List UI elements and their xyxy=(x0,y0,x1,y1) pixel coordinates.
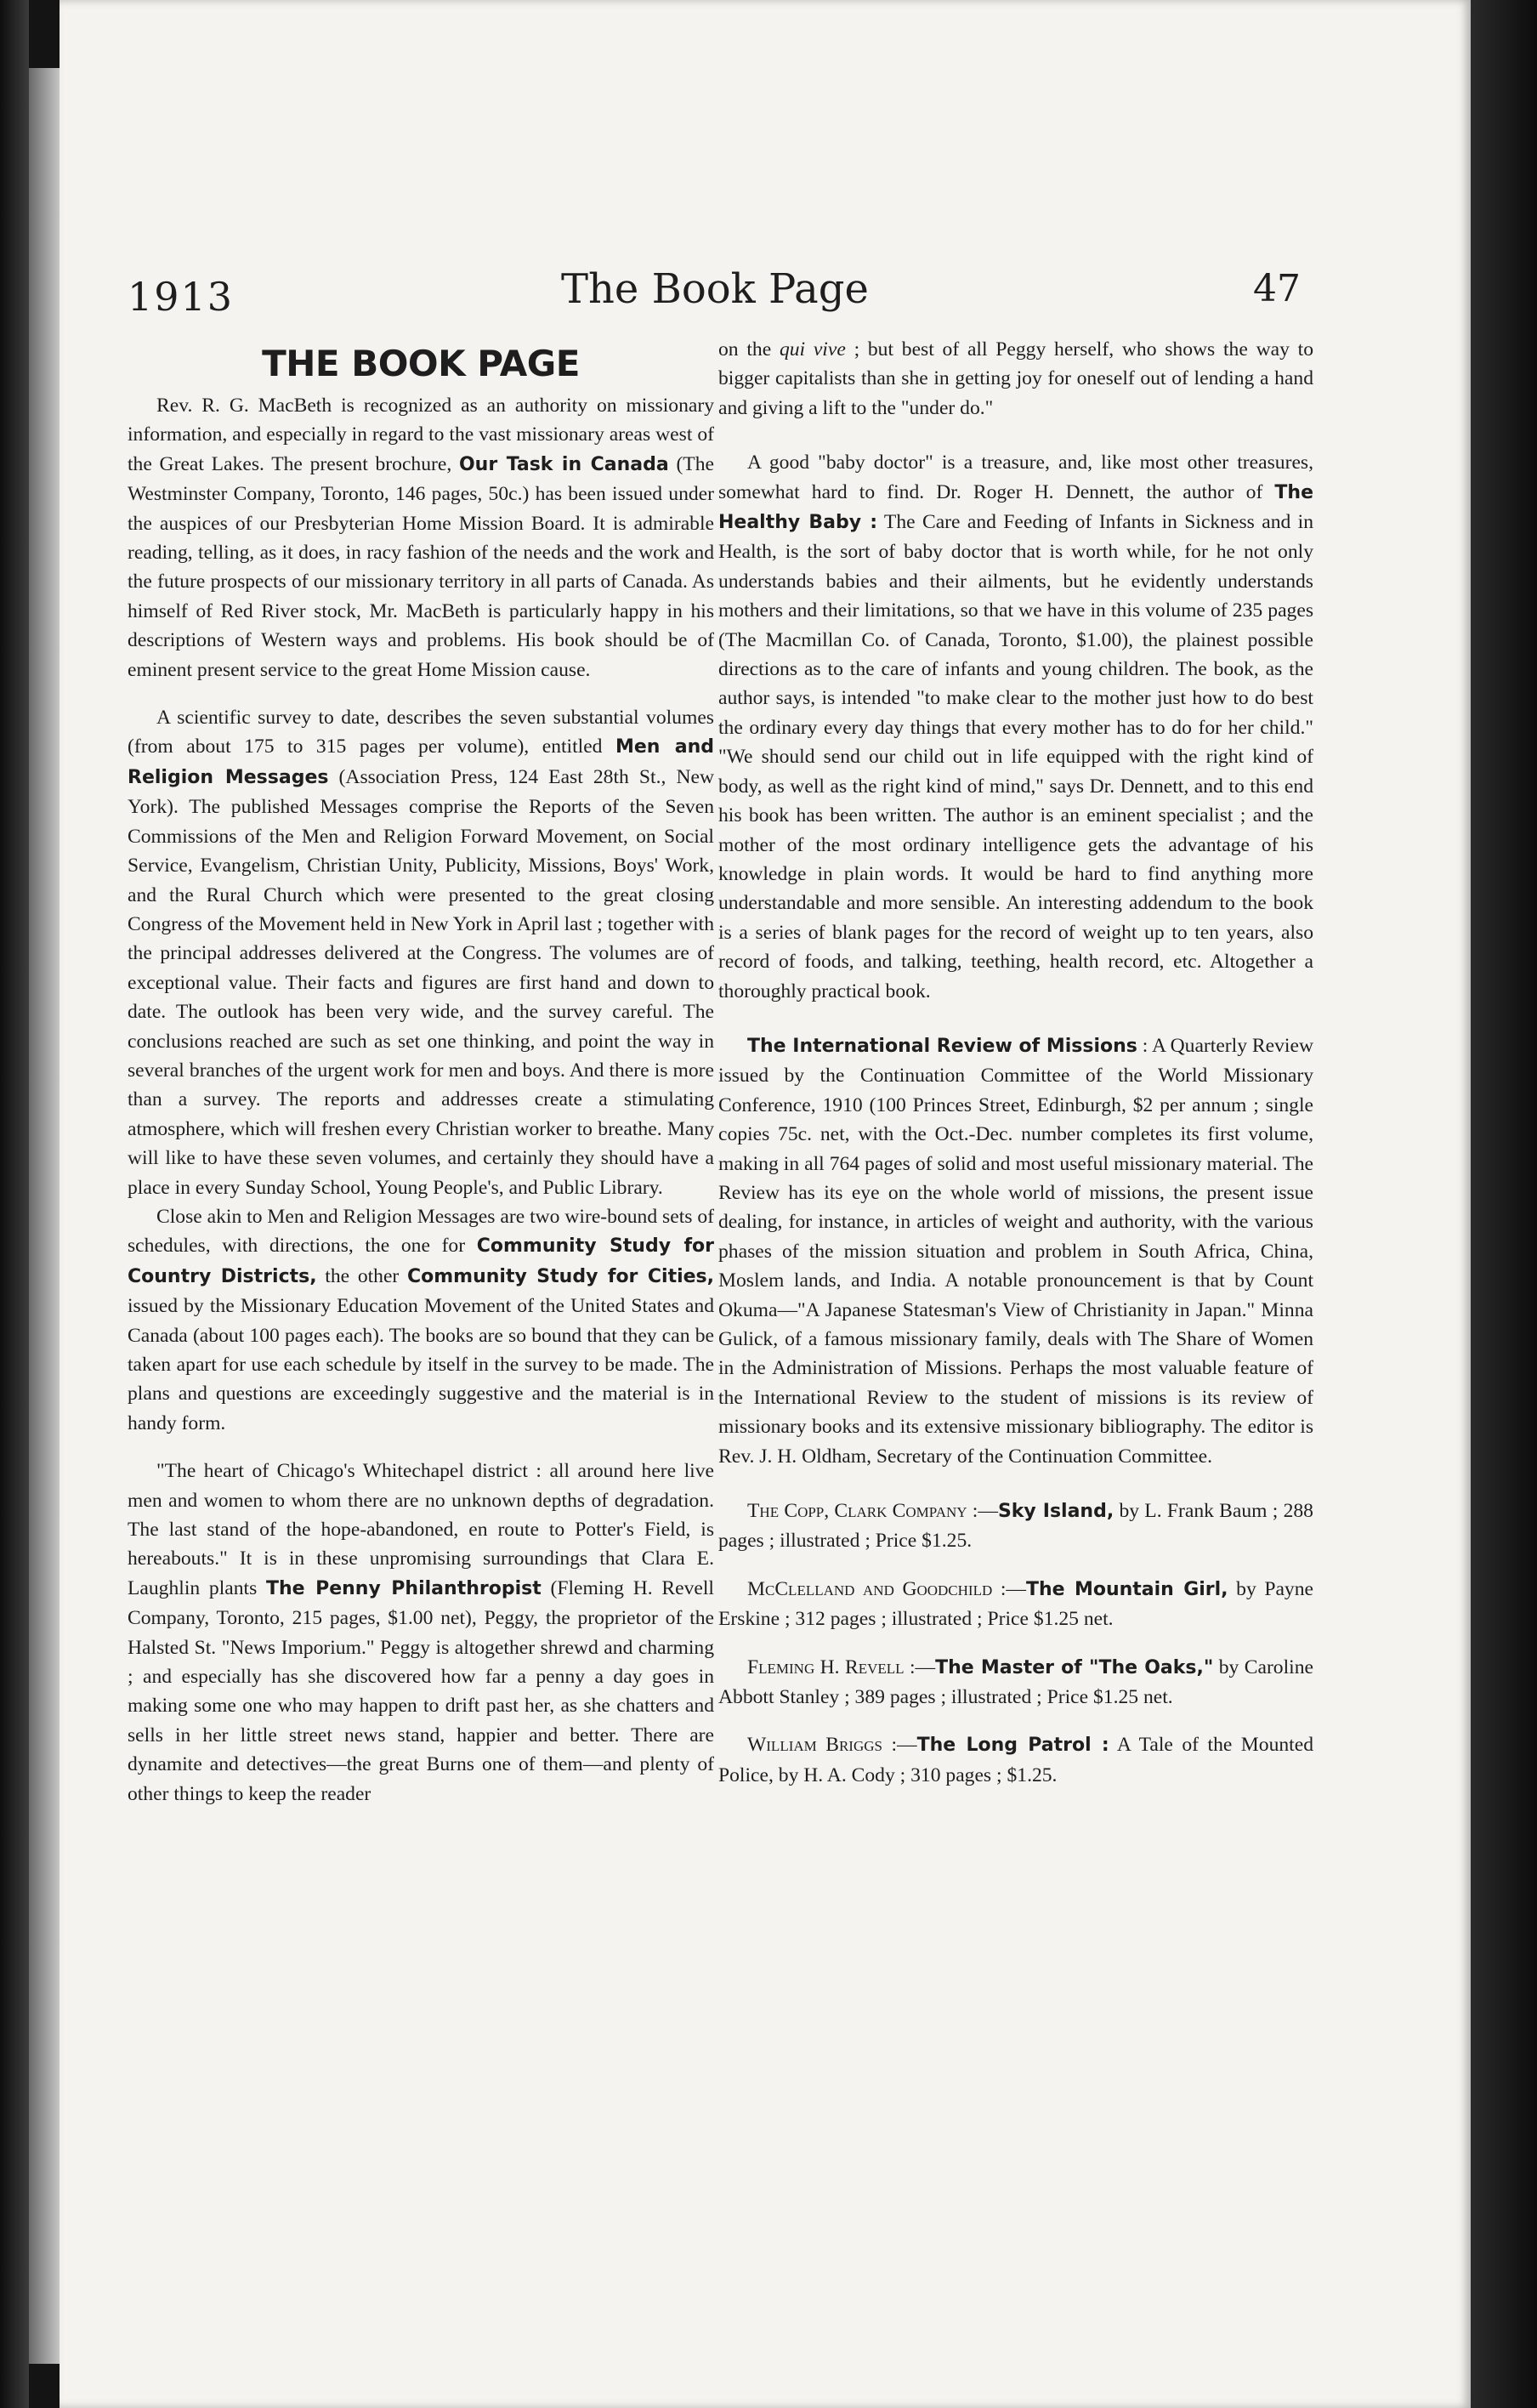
text-run: Close akin to Men and Religion Messages are two wire-bound sets of schedules, with directions, the one for xyxy=(128,1205,714,1258)
text-run: A Tale of the Mounted Police, by H. A. Cody ; 310 pages ; $1.25. xyxy=(718,1734,1314,1786)
text-run: Rev. R. G. MacBeth is recognized as an authority on missionary information, and especially in regard to the vast missionary areas west of the Great Lakes. The present brochure, xyxy=(128,395,714,475)
book-title: Men and Religion Messages xyxy=(128,736,714,788)
review-penny-philanthropist xyxy=(128,1457,714,1809)
text-run: by Caroline Abbott Stanley ; 389 pages ; illustrated ; Price $1.25 net. xyxy=(718,1656,1313,1709)
scan-left-edge xyxy=(0,0,29,2408)
text-run: by Payne Erskine ; 312 pages ; illustrated ; Price $1.25 net. xyxy=(718,1577,1313,1631)
book-title: The Penny Philanthropist xyxy=(266,1577,542,1599)
book-title: The Master of "The Oaks," xyxy=(935,1656,1214,1678)
text-run: (The Westminster Company, Toronto, 146 pages, 50c.) has been issued under the auspices of our Presbyterian Home Mission Board. It is admirable reading, telling, as it does, in racy fashion of the needs and the work and the future prospects of our missionary territory in all parts of Canada. As himself of Red River stock, Mr. MacBeth is particularly happy in his descriptions of Western ways and problems. His book should be of eminent present service to the great Home Mission cause. xyxy=(128,452,714,681)
book-title: Community Study for Country Districts, xyxy=(128,1235,714,1287)
listing-item xyxy=(718,1575,1313,1634)
listing-item xyxy=(718,1496,1313,1556)
text-run: the other xyxy=(316,1264,407,1287)
scan-right-edge xyxy=(1471,0,1537,2408)
book-title: Sky Island, xyxy=(997,1501,1114,1523)
review-men-and-religion-messages xyxy=(128,703,714,1202)
text-run: A scientific survey to date, describes the seven substantial volumes (from about 175 to 315 pages per volume), entitled xyxy=(128,707,714,758)
section-heading: THE BOOK PAGE xyxy=(262,343,580,384)
book-title: Community Study for Cities, xyxy=(407,1265,714,1287)
publisher: McClelland and Goodchild :— xyxy=(747,1577,1026,1600)
new-books-list xyxy=(718,1496,1313,1790)
text-run: "The heart of Chicago's Whitechapel district : all around here live men and women to whom there are no unknown depths of degradation. The last stand of the hope-abandoned, en route to Potter's Field, is hereabouts." It is in these unpromising surroundings that Clara E. Laughlin plants xyxy=(128,1460,714,1599)
text-run: issued by the Missionary Education Movement of the United States and Canada (about 100 pages each). The books are so bound that they can be taken apart for use each schedule by itself in the survey to be made. The plans and questions are exceedingly suggestive and the material is in handy form. xyxy=(128,1295,714,1434)
text-run: (Association Press, 124 East 28th St., New York). The published Messages comprise the Reports of the Seven Commissions of the Men and Religion Forward Movement, on Social Service, Evangelism, Christian Unity, Publicity, Missions, Boys' Work, and the Rural Church which were presented to the great closing Congress of the Movement held in New York in April last ; together with the principal addresses delivered at the Congress. The volumes are of exceptional value. Their facts and figures are first hand and down to date. The outlook has been very wide, and the survey careful. The conclusions reached are such as set one thinking, and point the way in several branches of the urgent work for men and boys. And there is more than a survey. The reports and addresses create a stimulating atmosphere, which will freshen every Christian worker to breathe. Many will like to have these seven volumes, and certainly they should have a place in every Sunday School, Young People's, and Public Library. xyxy=(128,765,714,1199)
page-number: 47 xyxy=(1253,267,1301,310)
text-run: : A Quarterly Review issued by the Continuation Committee of the World Missionary Conference, 1910 (100 Princes Street, Edinburgh, $2 per annum ; single copies 75c. net, with the Oct.-Dec. number completes its first volume, making in all 764 pages of solid and most useful missionary material. The Review has its eye on the whole world of missions, the present issue dealing, for instance, in articles of weight and authority, with the various phases of the mission situation and problem in South Africa, China, Moslem lands, and India. A notable pronouncement is that by Count Okuma—"A Japanese Statesman's View of Christianity in Japan." Minna Gulick, of a famous missionary family, deals with The Share of Women in the Administration of Missions. Perhaps the most valuable feature of the International Review to the student of missions is its review of missionary books and its extensive missionary bibliography. The editor is Rev. J. H. Oldham, Secretary of the Continuation Committee. xyxy=(718,1034,1313,1468)
review-international-review-of-missions xyxy=(718,1031,1313,1471)
book-title: The Long Patrol : xyxy=(916,1735,1109,1757)
text-run: (Fleming H. Revell Company, Toronto, 215 pages, $1.00 net), Peggy, the proprietor of the Halsted St. "News Imporium." Peggy is altogether shrewd and charming ; and especially has she discovered how far a penny a day goes in making some one who may happen to drift past her, as she chatters and sells in her little street news stand, happier and better. There are dynamite and detectives—the great Burns one of them—and plenty of other things to keep the reader xyxy=(128,1576,714,1805)
right-column xyxy=(718,335,1313,1790)
running-head-year: 1913 xyxy=(128,274,235,320)
book-title: Our Task in Canada xyxy=(458,453,669,475)
publisher: The Copp, Clark Company :— xyxy=(747,1500,998,1523)
left-column xyxy=(128,340,714,1809)
review-community-study xyxy=(128,1202,714,1438)
text-run: ; but best of all Peggy herself, who shows the way to bigger capitalists than she in getting joy for oneself out of lending a hand and giving a lift to the "under do." xyxy=(718,338,1313,419)
book-title: The Healthy Baby : xyxy=(718,481,1313,534)
text-run: on the xyxy=(718,338,780,361)
publisher: Fleming H. Revell :— xyxy=(747,1656,936,1678)
review-penny-philanthropist-continued xyxy=(718,335,1313,423)
italic-phrase: qui vive xyxy=(779,338,846,361)
running-head xyxy=(128,255,1301,323)
text-run: The Care and Feeding of Infants in Sickness and in Health, is the sort of baby doctor that is worth while, for he not only understands babies and their ailments, but he evidently understands mothers and their limitations, so that we have in this volume of 235 pages (The Macmillan Co. of Canada, Toronto, $1.00), the plainest possible directions as to the care of infants and young children. The book, as the author says, is intended "to make clear to the mother just how to do best the ordinary every day things that every mother has to do for her child." "We should send our child out in life equipped with the right kind of body, as well as the right kind of mind," says Dr. Dennett, and to this end his book has been written. The author is an eminent specialist ; and the mother of the most ordinary intelligence gets the advantage of his knowledge in plain words. It would be hard to find anything more understandable and more sensible. An interesting addendum to the book is a series of blank pages for the record of weight up to ten years, also record of foods, and talking, teething, health record, etc. Altogether a thoroughly practical book. xyxy=(718,511,1314,1002)
text-run: A good "baby doctor" is a treasure, and, like most other treasures, somewhat hard to find. Dr. Roger H. Dennett, the author of xyxy=(718,452,1313,503)
scan-book-edge xyxy=(29,68,63,2364)
review-healthy-baby xyxy=(718,448,1313,1006)
listing-item xyxy=(718,1653,1313,1712)
listing-item xyxy=(718,1730,1313,1790)
review-our-task-in-canada xyxy=(128,391,714,684)
text-run: by L. Frank Baum ; 288 pages ; illustrated ; Price $1.25. xyxy=(718,1500,1313,1553)
book-title: The International Review of Missions xyxy=(747,1035,1137,1057)
running-head-title: The Book Page xyxy=(561,265,869,313)
book-title: The Mountain Girl, xyxy=(1026,1578,1228,1600)
publisher: William Briggs :— xyxy=(747,1734,917,1757)
